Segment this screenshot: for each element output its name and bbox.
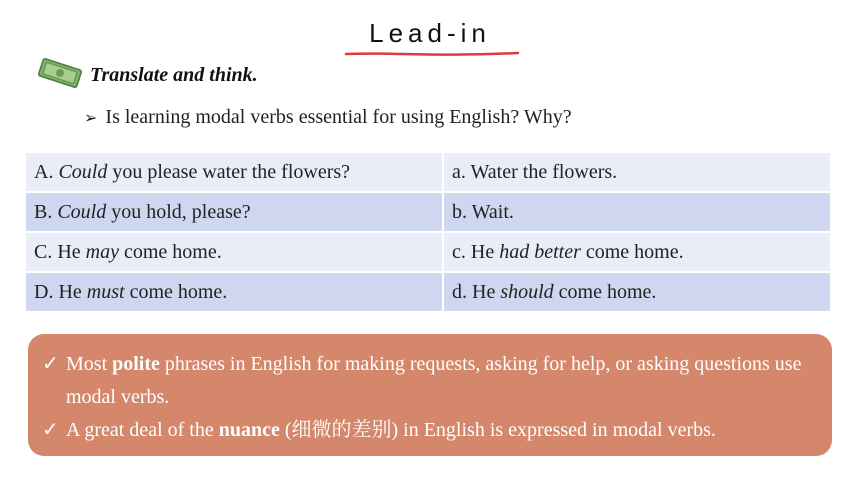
sentence-table	[24, 151, 832, 313]
table-cell: d. He should come home.	[443, 272, 831, 312]
note-item: ✓ A great deal of the nuance (细微的差别) in English is expressed in modal verbs.	[42, 414, 818, 447]
slide-title: Lead-in	[369, 18, 491, 48]
table-row	[25, 192, 831, 232]
table-cell: D. He must come home.	[25, 272, 443, 312]
table-cell: a. Water the flowers.	[443, 152, 831, 192]
table-cell: A. Could you please water the flowers?	[25, 152, 443, 192]
table-row	[25, 232, 831, 272]
question	[84, 106, 572, 129]
title-underline	[344, 49, 520, 59]
table-row	[25, 272, 831, 312]
table-row	[25, 152, 831, 192]
money-icon	[36, 58, 84, 88]
notes-box	[28, 334, 832, 456]
slide-subtitle: Translate and think.	[90, 64, 258, 86]
table-cell: C. He may come home.	[25, 232, 443, 272]
arrow-bullet-icon: ➢	[84, 110, 98, 127]
checkmark-icon: ✓	[42, 353, 59, 375]
note-item: ✓ Most polite phrases in English for making requests, asking for help, or asking questions use modal verbs.	[42, 348, 818, 414]
table-cell: B. Could you hold, please?	[25, 192, 443, 232]
question-text: Is learning modal verbs essential for using English? Why?	[105, 106, 572, 128]
table-cell: c. He had better come home.	[443, 232, 831, 272]
table-cell: b. Wait.	[443, 192, 831, 232]
checkmark-icon: ✓	[42, 419, 59, 441]
